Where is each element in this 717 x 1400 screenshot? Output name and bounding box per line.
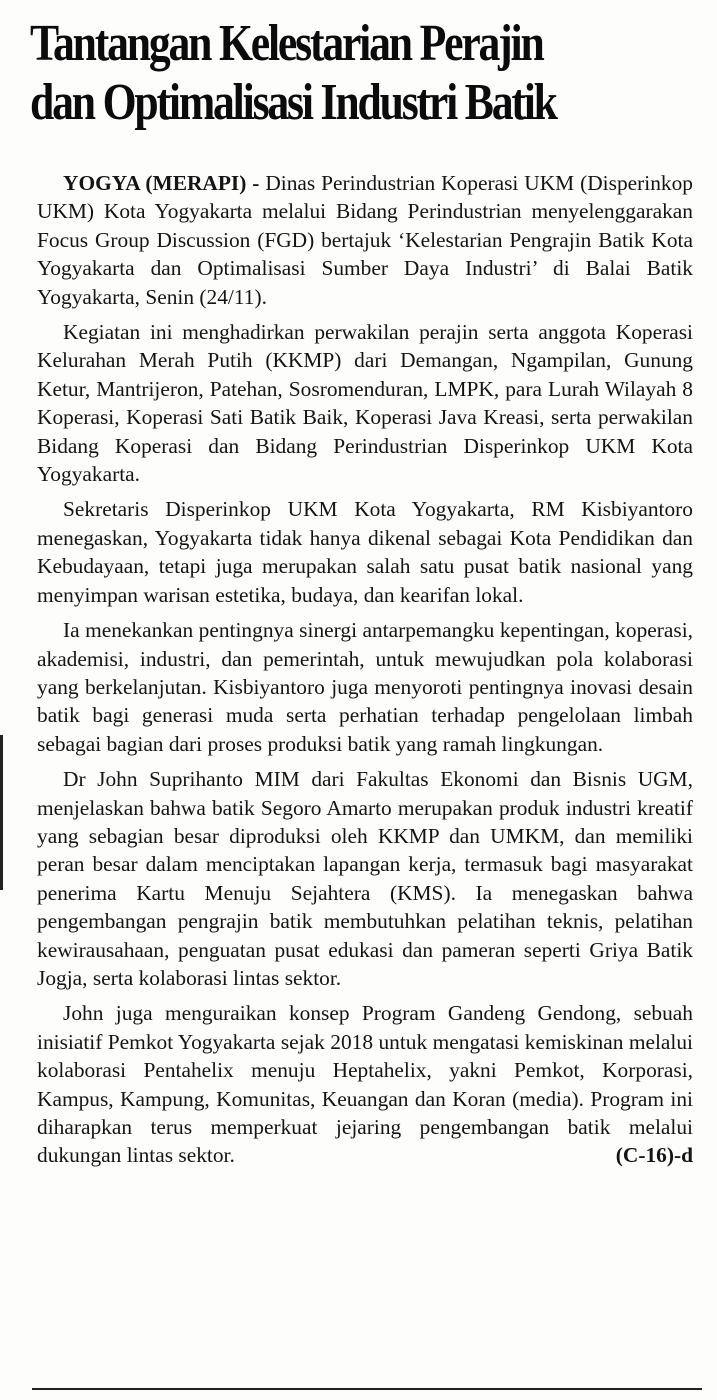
headline xyxy=(30,14,593,132)
paragraph-1-text: Dinas Perindustrian Koperasi UKM (Disperinkop UKM) Kota Yogyakarta melalui Bidang Perindustrian menyelenggarakan Focus Group Discussion (FGD) bertajuk ‘Kelestarian Pengrajin Batik Kota Yogyakarta dan Optimalisasi Sumber Daya Industri’ di Balai Batik Yogyakarta, Senin (24/11). xyxy=(37,171,693,309)
article-paragraph-1 xyxy=(37,169,693,311)
author-code: (C-16)-d xyxy=(615,1143,693,1168)
article-paragraph-3: Sekretaris Disperinkop UKM Kota Yogyakarta, RM Kisbiyantoro menegaskan, Yogyakarta tidak hanya dikenal sebagai Kota Pendidikan dan Kebudayaan, tetapi juga merupakan salah satu pusat batik nasional yang menyimpan warisan estetika, budaya, dan kearifan lokal. xyxy=(37,497,693,607)
bottom-divider xyxy=(32,1388,702,1390)
article-paragraph-4: Ia menekankan pentingnya sinergi antarpemangku kepentingan, koperasi, akademisi, industri, dan pemerintah, untuk mewujudkan pola kolaborasi yang berkelanjutan. Kisbiyantoro juga menyoroti pentingnya inovasi desain batik bagi generasi muda serta perhatian terhadap pengelolaan limbah sebagai bagian dari proses produksi batik yang ramah lingkungan. xyxy=(37,618,693,756)
article-paragraph-6 xyxy=(37,999,693,1169)
column-edge-rule xyxy=(0,735,3,890)
paragraph-6-text: John juga menguraikan konsep Program Gandeng Gendong, sebuah inisiatif Pemkot Yogyakarta sejak 2018 untuk mengatasi kemiskinan melalui kolaborasi Pentahelix menuju Heptahelix, yakni Pemkot, Korporasi, Kampus, Kampung, Komunitas, Keuangan dan Koran (media). Program ini diharapkan terus memperkuat jejaring pengembangan batik melalui dukungan lintas sektor. xyxy=(37,1001,693,1168)
article-paragraph-5: Dr John Suprihanto MIM dari Fakultas Ekonomi dan Bisnis UGM, menjelaskan bahwa batik Segoro Amarto merupakan produk industri kreatif yang sebagian besar diproduksi oleh KKMP dan UMKM, dan memiliki peran besar dalam menciptakan lapangan kerja, termasuk bagi masyarakat penerima Kartu Menuju Sejahtera (KMS). Ia menegaskan bahwa pengembangan pengrajin batik membutuhkan pelatihan teknis, pelatihan kewirausahaan, penguatan pusat edukasi dan pameran seperti Griya Batik Jogja, serta kolaborasi lintas sektor. xyxy=(37,767,693,990)
article-body xyxy=(37,169,693,1177)
article-paragraph-2: Kegiatan ini menghadirkan perwakilan perajin serta anggota Koperasi Kelurahan Merah Putih (KKMP) dari Demangan, Ngampilan, Gunung Ketur, Mantrijeron, Patehan, Sosromenduran, LMPK, para Lurah Wilayah 8 Koperasi, Koperasi Sati Batik Baik, Koperasi Java Kreasi, serta perwakilan Bidang Koperasi dan Bidang Perindustrian Disperinkop UKM Kota Yogyakarta. xyxy=(37,320,693,487)
dateline: YOGYA (MERAPI) - xyxy=(63,171,260,195)
headline-line-1: Tantangan Kelestarian Perajin xyxy=(30,15,543,72)
headline-line-2: dan Optimalisasi Industri Batik xyxy=(30,74,556,131)
